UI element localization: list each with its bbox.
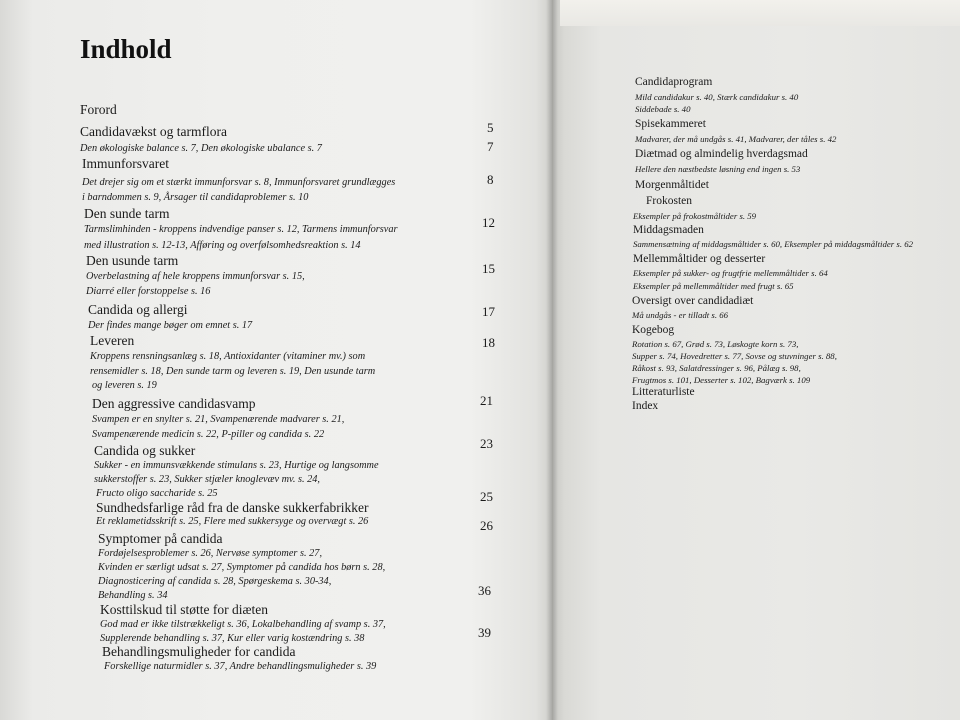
toc-entry-title: Litteraturliste [632,386,695,398]
toc-page-number: 25 [480,489,493,504]
toc-entry-subtopics: i barndommen s. 9, Årsager til candidaproblemer s. 10 [82,192,309,203]
toc-entry-title: Leveren [90,333,135,348]
toc-entry-subtopics: God mad er ikke tilstrækkeligt s. 36, Lokalbehandling af svamp s. 37, [100,619,386,630]
toc-entry-subtopics: Sukker - en immunsvækkende stimulans s. 23, Hurtige og langsomme [94,460,379,471]
toc-entry-subtopics: sukkerstoffer s. 23, Sukker stjæler knoglevæv mv. s. 24, [94,474,321,485]
toc-entry-title: Kosttilskud til støtte for diæten [100,602,268,617]
toc-entry-title: Behandlingsmuligheder for candida [102,644,296,659]
toc-entry-subtopics: Behandling s. 34 [98,590,168,601]
toc-entry-title: Mellemmåltider og desserter [633,253,766,265]
toc-entry-title: Symptomer på candida [98,531,223,546]
toc-entry-subtopics: Forskellige naturmidler s. 37, Andre behandlingsmuligheder s. 39 [104,661,377,672]
toc-entry-subtopics: Fructo oligo saccharide s. 25 [96,488,218,499]
page-heading: Indhold [80,34,172,64]
toc-entry-subtopics: Eksempler på frokostmåltider s. 59 [633,211,757,221]
toc-entry-title: Den usunde tarm [86,253,179,268]
toc-entry-subtopics: Et reklametidsskrift s. 25, Flere med sukkersyge og overvægt s. 26 [96,516,369,527]
toc-entry-title: Den sunde tarm [84,206,170,221]
toc-entry-subtopics: med illustration s. 12-13, Afføring og overfølsomhedsreaktion s. 14 [84,240,361,251]
toc-entry-subtopics: Svampen er en snylter s. 21, Svampenærende madvarer s. 21, [92,414,345,425]
toc-page-number: 17 [482,304,495,319]
right-page [552,0,960,720]
toc-entry-subtopics: Sammensætning af middagsmåltider s. 60, Eksempler på middagsmåltider s. 62 [633,239,914,249]
toc-entry-subtopics: Mild candidakur s. 40, Stærk candidakur s. 40 [635,92,799,102]
toc-entry-subtopics: Siddebade s. 40 [635,104,691,114]
toc-entry-title: Frokosten [646,195,692,207]
background-strip [560,0,960,26]
toc-entry-subtopics: Overbelastning af hele kroppens immunforsvar s. 15, [86,271,305,282]
toc-entry-title: Forord [80,102,117,117]
toc-entry-subtopics: Eksempler på mellemmåltider med frugt s. 65 [633,281,794,291]
toc-entry-subtopics: Der findes mange bøger om emnet s. 17 [88,320,253,331]
book-gutter [546,0,558,720]
toc-page-number: 23 [480,436,493,451]
toc-entry-subtopics: Frugtmos s. 101, Desserter s. 102, Bagværk s. 109 [632,375,811,385]
toc-entry-subtopics: Hellere den næstbedste løsning end ingen s. 53 [635,164,801,174]
toc-entry-subtopics: Eksempler på sukker- og frugtfrie mellemmåltider s. 64 [633,268,828,278]
toc-entry-title: Spisekammeret [635,118,706,130]
toc-entry-subtopics: Råkost s. 93, Salatdressinger s. 96, Pålæg s. 98, [632,363,801,373]
toc-entry-title: Sundhedsfarlige råd fra de danske sukkerfabrikker [96,500,369,515]
toc-entry-subtopics: rensemidler s. 18, Den sunde tarm og leveren s. 19, Den usunde tarm [90,366,376,377]
toc-entry-subtopics: Diagnosticering af candida s. 28, Spørgeskema s. 30-34, [98,576,332,587]
toc-page-number: 26 [480,518,493,533]
toc-entry-title: Kogebog [632,324,675,336]
toc-entry-title: Candida og allergi [88,302,188,317]
toc-page-number: 18 [482,335,495,350]
toc-entry-subtopics: og leveren s. 19 [92,380,157,391]
toc-entry-subtopics: Fordøjelsesproblemer s. 26, Nervøse symptomer s. 27, [98,548,323,559]
toc-entry-title: Diætmad og almindelig hverdagsmad [635,148,808,160]
toc-entry-subtopics: Diarré eller forstoppelse s. 16 [86,286,211,297]
toc-entry-subtopics: Rotation s. 67, Grød s. 73, Løskogte korn s. 73, [632,339,799,349]
toc-entry-title: Candida og sukker [94,443,196,458]
toc-entry-title: Morgenmåltidet [635,179,709,191]
toc-entry-title: Candidavækst og tarmflora [80,124,227,139]
toc-page-number: 39 [478,625,491,640]
toc-entry-title: Index [632,400,659,412]
toc-entry-subtopics: Det drejer sig om et stærkt immunforsvar s. 8, Immunforsvaret grundlægges [82,177,396,188]
toc-entry-title: Oversigt over candidadiæt [632,295,754,307]
toc-page-number: 8 [487,172,494,187]
toc-entry-title: Den aggressive candidasvamp [92,396,256,411]
toc-entry-title: Candidaprogram [635,76,713,88]
toc-entry-subtopics: Supplerende behandling s. 37, Kur eller varig kostændring s. 38 [100,633,365,644]
toc-page-number: 7 [487,139,494,154]
toc-page-number: 36 [478,583,491,598]
toc-page-number: 15 [482,261,495,276]
toc-entry-title: Immunforsvaret [82,156,169,171]
toc-entry-subtopics: Tarmslimhinden - kroppens indvendige panser s. 12, Tarmens immunforsvar [84,224,398,235]
toc-page-number: 12 [482,215,495,230]
toc-entry-title: Middagsmaden [633,224,704,236]
toc-entry-subtopics: Madvarer, der må undgås s. 41, Madvarer, der tåles s. 42 [635,134,837,144]
toc-page-number: 5 [487,120,494,135]
toc-entry-subtopics: Kvinden er særligt udsat s. 27, Symptomer på candida hos børn s. 28, [98,562,386,573]
toc-entry-subtopics: Må undgås - er tilladt s. 66 [632,310,729,320]
toc-entry-subtopics: Kroppens rensningsanlæg s. 18, Antioxidanter (vitaminer mv.) som [90,351,366,362]
toc-page-number: 21 [480,393,493,408]
toc-entry-subtopics: Svampenærende medicin s. 22, P-piller og candida s. 22 [92,429,325,440]
toc-entry-subtopics: Den økologiske balance s. 7, Den økologiske ubalance s. 7 [80,143,322,154]
toc-entry-subtopics: Supper s. 74, Hovedretter s. 77, Sovse og stuvninger s. 88, [632,351,837,361]
